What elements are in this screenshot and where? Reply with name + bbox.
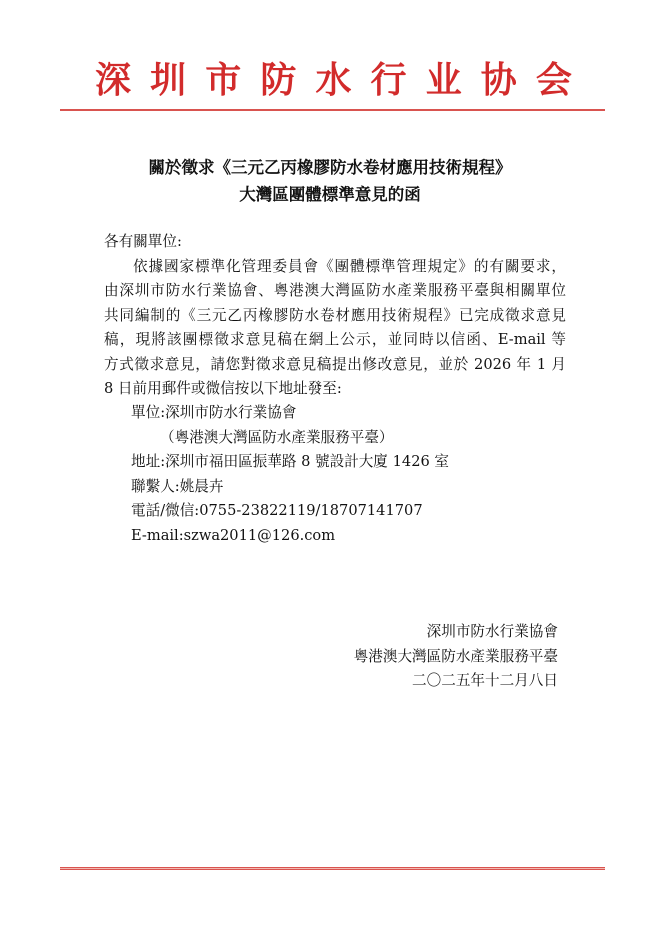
paragraph-line: 依據國家標準化管理委員會《團體標準管理規定》的有關要求，: [133, 258, 566, 275]
org-char: 防: [260, 59, 297, 101]
paragraph-line: 共同編制的《三元乙丙橡膠防水卷材應用技術規程》已完成徵求意見: [104, 307, 566, 324]
contact-address: 地址:深圳市福田區振華路 8 號設計大廈 1426 室: [131, 453, 449, 470]
contact-unit: 單位:深圳市防水行業協會: [131, 404, 297, 421]
contact-unit-alt: （粵港澳大灣區防水產業服務平臺）: [160, 429, 394, 446]
doc-title-line-1: 關於徵求《三元乙丙橡膠防水卷材應用技術規程》: [148, 158, 512, 177]
paragraph-line: 稿，現將該團標徵求意見稿在網上公示，並同時以信函、E-mail 等: [104, 331, 566, 348]
letterhead-org-name: [95, 58, 572, 102]
org-char: 协: [480, 59, 517, 101]
footer-divider: [60, 867, 605, 870]
contact-phone: 電話/微信:0755-23822119/18707141707: [131, 502, 423, 519]
doc-title-line-2: 大灣區團體標準意見的函: [239, 185, 421, 204]
org-char: 市: [205, 59, 242, 101]
org-char: 水: [315, 59, 352, 101]
org-char: 行: [370, 59, 407, 101]
org-char: 会: [535, 59, 572, 101]
paragraph-line: 8 日前用郵件或微信按以下地址發至:: [104, 380, 342, 397]
paragraph-line: 由深圳市防水行業協會、粵港澳大灣區防水產業服務平臺與相關單位: [104, 282, 566, 299]
org-char: 业: [425, 59, 462, 101]
paragraph-line: 方式徵求意見，請您對徵求意見稿提出修改意見，並於 2026 年 1 月: [104, 356, 566, 373]
header-divider: [60, 109, 605, 111]
signature-date: 二〇二五年十二月八日: [412, 672, 558, 689]
salutation: 各有關單位:: [104, 233, 182, 250]
org-char: 深: [95, 59, 132, 101]
contact-person: 聯繫人:姚晨卉: [131, 478, 224, 495]
signature-org-1: 深圳市防水行業協會: [426, 623, 558, 640]
signature-org-2: 粵港澳大灣區防水產業服務平臺: [353, 648, 558, 665]
contact-email: E-mail:szwa2011@126.com: [131, 527, 336, 544]
org-char: 圳: [150, 59, 187, 101]
